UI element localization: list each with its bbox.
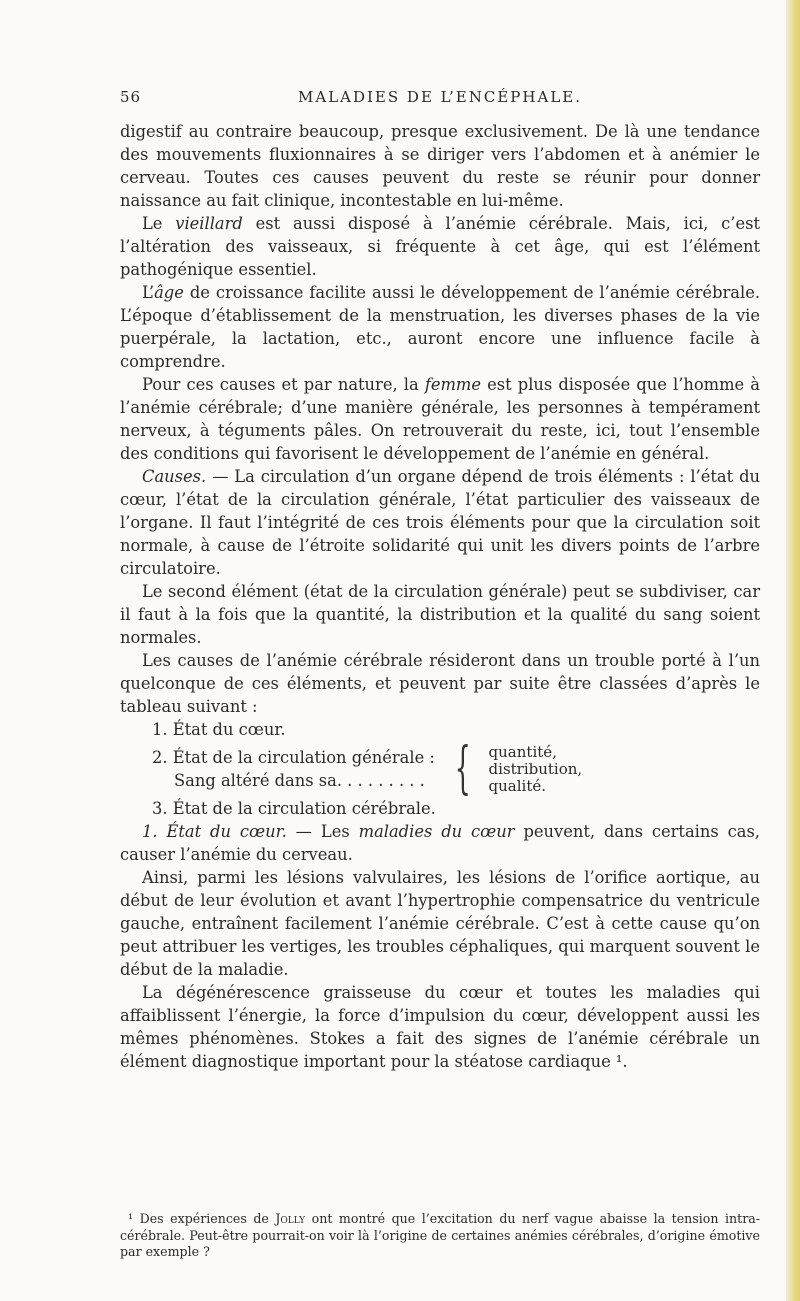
page-edge: [786, 0, 800, 1301]
classification-item-1: 1. État du cœur.: [152, 720, 286, 739]
classification-item-2: [120, 736, 760, 801]
text-run: Pour ces causes et par nature, la: [142, 375, 425, 394]
footnote-text: [120, 1211, 760, 1261]
text-run: est plus disposée que l’homme à l’anémie cérébrale; d’une manière générale, les personnes à tempérament nerveux, à téguments pâles. On retrouverait du reste, ici, tout l’ensemble des conditions qui favorisent le développement de l’anémie en général.: [120, 375, 760, 463]
running-title: MALADIES DE L’ENCÉPHALE.: [298, 88, 582, 106]
text-run: L’: [142, 283, 155, 302]
text-run: de croissance facilite aussi le développement de l’anémie cérébrale. L’époque d’établissement de la menstruation, les diverses phases de la vie puerpérale, la lactation, etc., auront encore une influence facile à comprendre.: [120, 283, 760, 371]
italic-term: femme: [424, 375, 481, 394]
section-heading-causes: Causes.: [142, 467, 207, 486]
paragraph-causes: [120, 465, 760, 580]
italic-term: âge: [154, 283, 184, 302]
paragraph-10: La dégénérescence graisseuse du cœur et toutes les maladies qui affaiblissent l’énergie, la force d’impulsion du cœur, développent aussi les mêmes phénomènes. Stokes a fait des signes de l’anémie cérébrale un élément diagnostique important pour la stéatose cardiaque ¹.: [120, 983, 760, 1071]
paragraph-9: Ainsi, parmi les lésions valvulaires, les lésions de l’orifice aortique, au début de leur évolution et avant l’hypertrophie compensatrice du ventricule gauche, entraînent facilement l’anémie cérébrale. C’est à cette cause qu’on peut attribuer les vertiges, les troubles céphaliques, qui marquent souvent le début de la maladie.: [120, 868, 760, 979]
brace-item: distribution,: [488, 759, 583, 778]
brace-item: qualité.: [488, 776, 547, 795]
classification-item-2-label: 2. État de la circulation générale :: [152, 748, 435, 767]
footnote-marker: ¹: [128, 1211, 134, 1226]
classification-item-2-sub: Sang altéré dans sa. . . . . . . . .: [174, 771, 425, 790]
footnote-author: Jolly: [275, 1211, 306, 1226]
paragraph-3: [120, 281, 760, 373]
brace-symbol: {: [454, 736, 471, 801]
paragraph-7: Les causes de l’anémie cérébrale résideront dans un trouble porté à l’un quelconque de ces éléments, et peuvent par suite être classées d’après le tableau suivant :: [120, 651, 760, 716]
body-text: [120, 120, 760, 1073]
text-run: — Les: [286, 822, 359, 841]
text-run: Des expériences de: [133, 1211, 276, 1226]
paragraph-etat-du-coeur: [120, 820, 760, 866]
brace-item: quantité,: [488, 742, 557, 761]
paragraph-4: [120, 373, 760, 465]
page-number: 56: [120, 88, 142, 106]
text-run: peuvent, dans certains cas, causer l’anémie du cerveau.: [120, 822, 760, 864]
brace-list: [489, 744, 583, 795]
section-heading-coeur: 1. État du cœur.: [142, 822, 287, 841]
italic-term: vieillard: [175, 214, 243, 233]
paragraph-1: digestif au contraire beaucoup, presque exclusivement. De là une tendance des mouvements fluxionnaires à se diriger vers l’abdomen et à anémier le cerveau. Toutes ces causes peuvent du reste se réunir pour donner naissance au fait clinique, incontestable en lui-même.: [120, 122, 760, 210]
text-run: est aussi disposé à l’anémie cérébrale. Mais, ici, c’est l’altération des vaisseaux, si fréquente à cet âge, qui est l’élément pathogénique essentiel.: [120, 214, 760, 279]
paragraph-6: Le second élément (état de la circulation générale) peut se subdiviser, car il faut à la fois que la quantité, la distribution et la qualité du sang soient normales.: [120, 582, 760, 647]
classification-table: [120, 718, 760, 820]
text-run: ont montré que l’excitation du nerf vague abaisse la tension intra-cérébrale. Peut-être pourrait-on voir là l’origine de certaines anémies cérébrales, d’origine émotive par exemple ?: [120, 1211, 760, 1259]
text-run: Le: [142, 214, 176, 233]
classification-item-3: 3. État de la circulation cérébrale.: [152, 799, 436, 818]
footnote: [120, 1211, 760, 1261]
paragraph-2: [120, 212, 760, 281]
italic-term: maladies du cœur: [358, 822, 515, 841]
text-run: — La circulation d’un organe dépend de trois éléments : l’état du cœur, l’état de la circulation générale, l’état particulier des vaisseaux de l’organe. Il faut l’intégrité de ces trois éléments pour que la circulation soit normale, à cause de l’étroite solidarité qui unit les divers points de l’arbre circulatoire.: [120, 467, 760, 578]
